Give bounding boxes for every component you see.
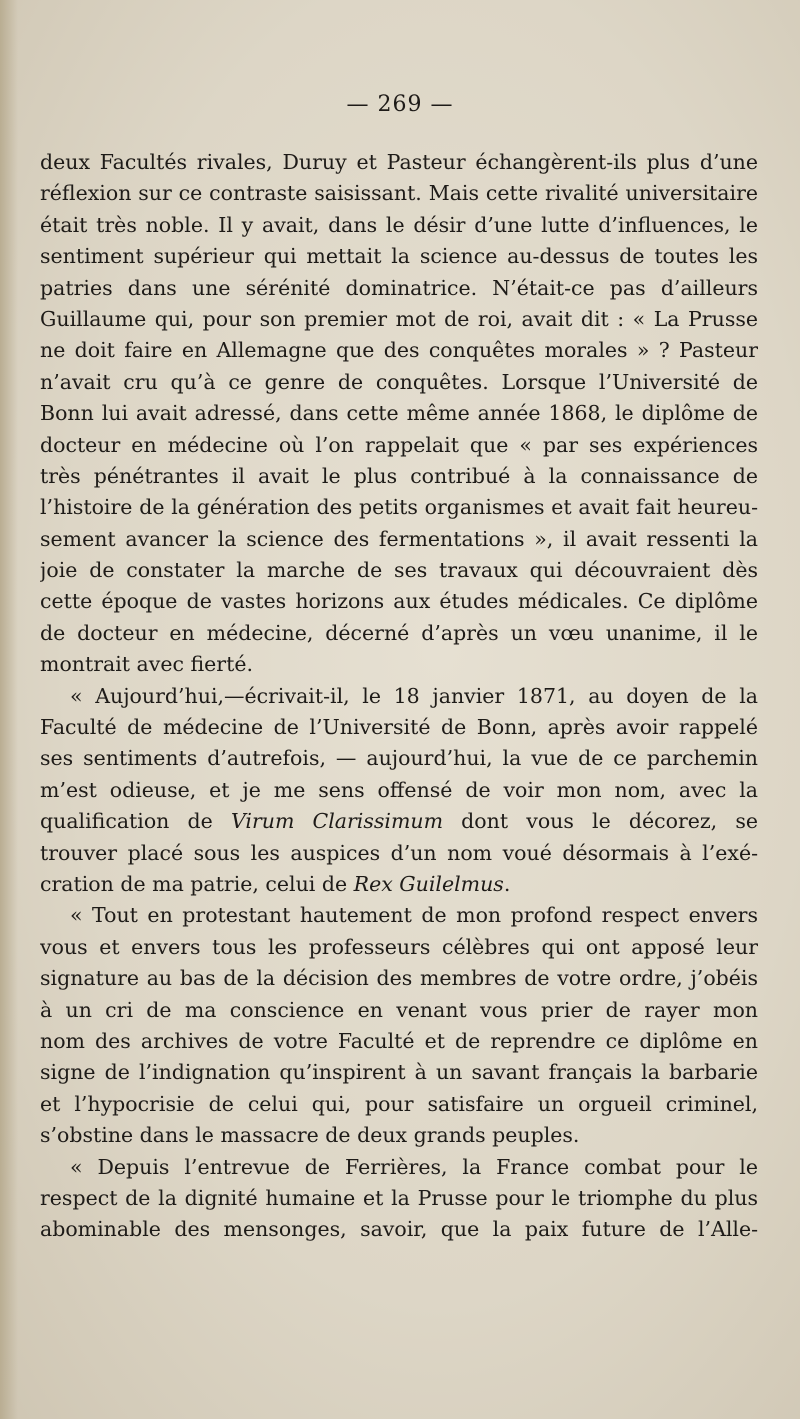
text-line: deux Facultés rivales, Duruy et Pasteur échangèrent-ils plus d’une <box>40 150 758 174</box>
text-line: l’histoire de la génération des petits organismes et avait fait heureu- <box>40 495 758 520</box>
text-line: abominable des mensonges, savoir, que la paix future de l’Alle- <box>40 1217 758 1242</box>
text-line: ne doit faire en Allemagne que des conquêtes morales » ? Pasteur <box>40 338 758 363</box>
italic-phrase: Rex Guilelmus <box>353 871 504 896</box>
text-line: ses sentiments d’autrefois, — aujourd’hui, la vue de ce parchemin <box>40 746 758 771</box>
text-line: sement avancer la science des fermentations », il avait ressenti la <box>40 526 758 551</box>
text-segment: qualification de <box>40 809 231 834</box>
text-line: très pénétrantes il avait le plus contribué à la connaissance de <box>40 463 758 488</box>
text-segment: dont vous le décorez, se <box>443 809 758 834</box>
text-line: trouver placé sous les auspices d’un nom voué désormais à l’exé- <box>40 840 758 865</box>
page-gutter-shadow <box>0 0 18 1419</box>
text-line: signe de l’indignation qu’inspirent à un savant français la barbarie <box>40 1060 758 1085</box>
text-line: était très noble. Il y avait, dans le désir d’une lutte d’influences, le <box>40 212 758 237</box>
text-line: sentiment supérieur qui mettait la science au-dessus de toutes les <box>40 244 758 269</box>
text-line: signature au bas de la décision des membres de votre ordre, j’obéis <box>40 966 758 991</box>
text-line: n’avait cru qu’à ce genre de conquêtes. Lorsque l’Université de <box>40 369 758 394</box>
text-line: réflexion sur ce contraste saisissant. Mais cette rivalité universitaire <box>40 181 758 206</box>
text-line: Bonn lui avait adressé, dans cette même année 1868, le diplôme de <box>40 401 758 426</box>
text-line: Faculté de médecine de l’Université de Bonn, après avoir rappelé <box>40 715 758 740</box>
text-line: m’est odieuse, et je me sens offensé de voir mon nom, avec la <box>40 777 758 802</box>
text-line: docteur en médecine où l’on rappelait que « par ses expériences <box>40 432 758 457</box>
body-text <box>40 147 758 1246</box>
text-line: vous et envers tous les professeurs célèbres qui ont apposé leur <box>40 934 758 959</box>
italic-phrase: Virum Clarissimum <box>230 809 444 834</box>
text-segment: cration de ma patrie, celui de <box>40 871 354 896</box>
page-number: — 269 — <box>346 92 454 117</box>
text-line: Guillaume qui, pour son premier mot de roi, avait dit : « La Prusse <box>40 306 758 331</box>
text-line: « Depuis l’entrevue de Ferrières, la France combat pour le <box>70 1154 758 1179</box>
text-line: patries dans une sérénité dominatrice. N’était-ce pas d’ailleurs <box>40 275 758 300</box>
text-line: « Tout en protestant hautement de mon profond respect envers <box>70 903 758 928</box>
text-line: « Aujourd’hui,—écrivait-il, le 18 janvier 1871, au doyen de la <box>70 683 758 708</box>
text-line <box>40 806 758 837</box>
text-line: nom des archives de votre Faculté et de reprendre ce diplôme en <box>40 1028 758 1053</box>
text-line <box>40 869 758 900</box>
text-line: à un cri de ma conscience en venant vous prier de rayer mon <box>40 997 758 1022</box>
text-line: montrait avec fierté. <box>40 652 253 677</box>
text-segment: . <box>503 871 511 896</box>
text-line: s’obstine dans le massacre de deux grands peuples. <box>40 1123 580 1148</box>
text-line: de docteur en médecine, décerné d’après un vœu unanime, il le <box>40 620 758 645</box>
text-line: joie de constater la marche de ses travaux qui découvraient dès <box>40 558 758 583</box>
text-line: et l’hypocrisie de celui qui, pour satisfaire un orgueil criminel, <box>40 1091 758 1116</box>
text-line: cette époque de vastes horizons aux études médicales. Ce diplôme <box>40 589 758 614</box>
text-line: respect de la dignité humaine et la Prusse pour le triomphe du plus <box>40 1185 758 1210</box>
